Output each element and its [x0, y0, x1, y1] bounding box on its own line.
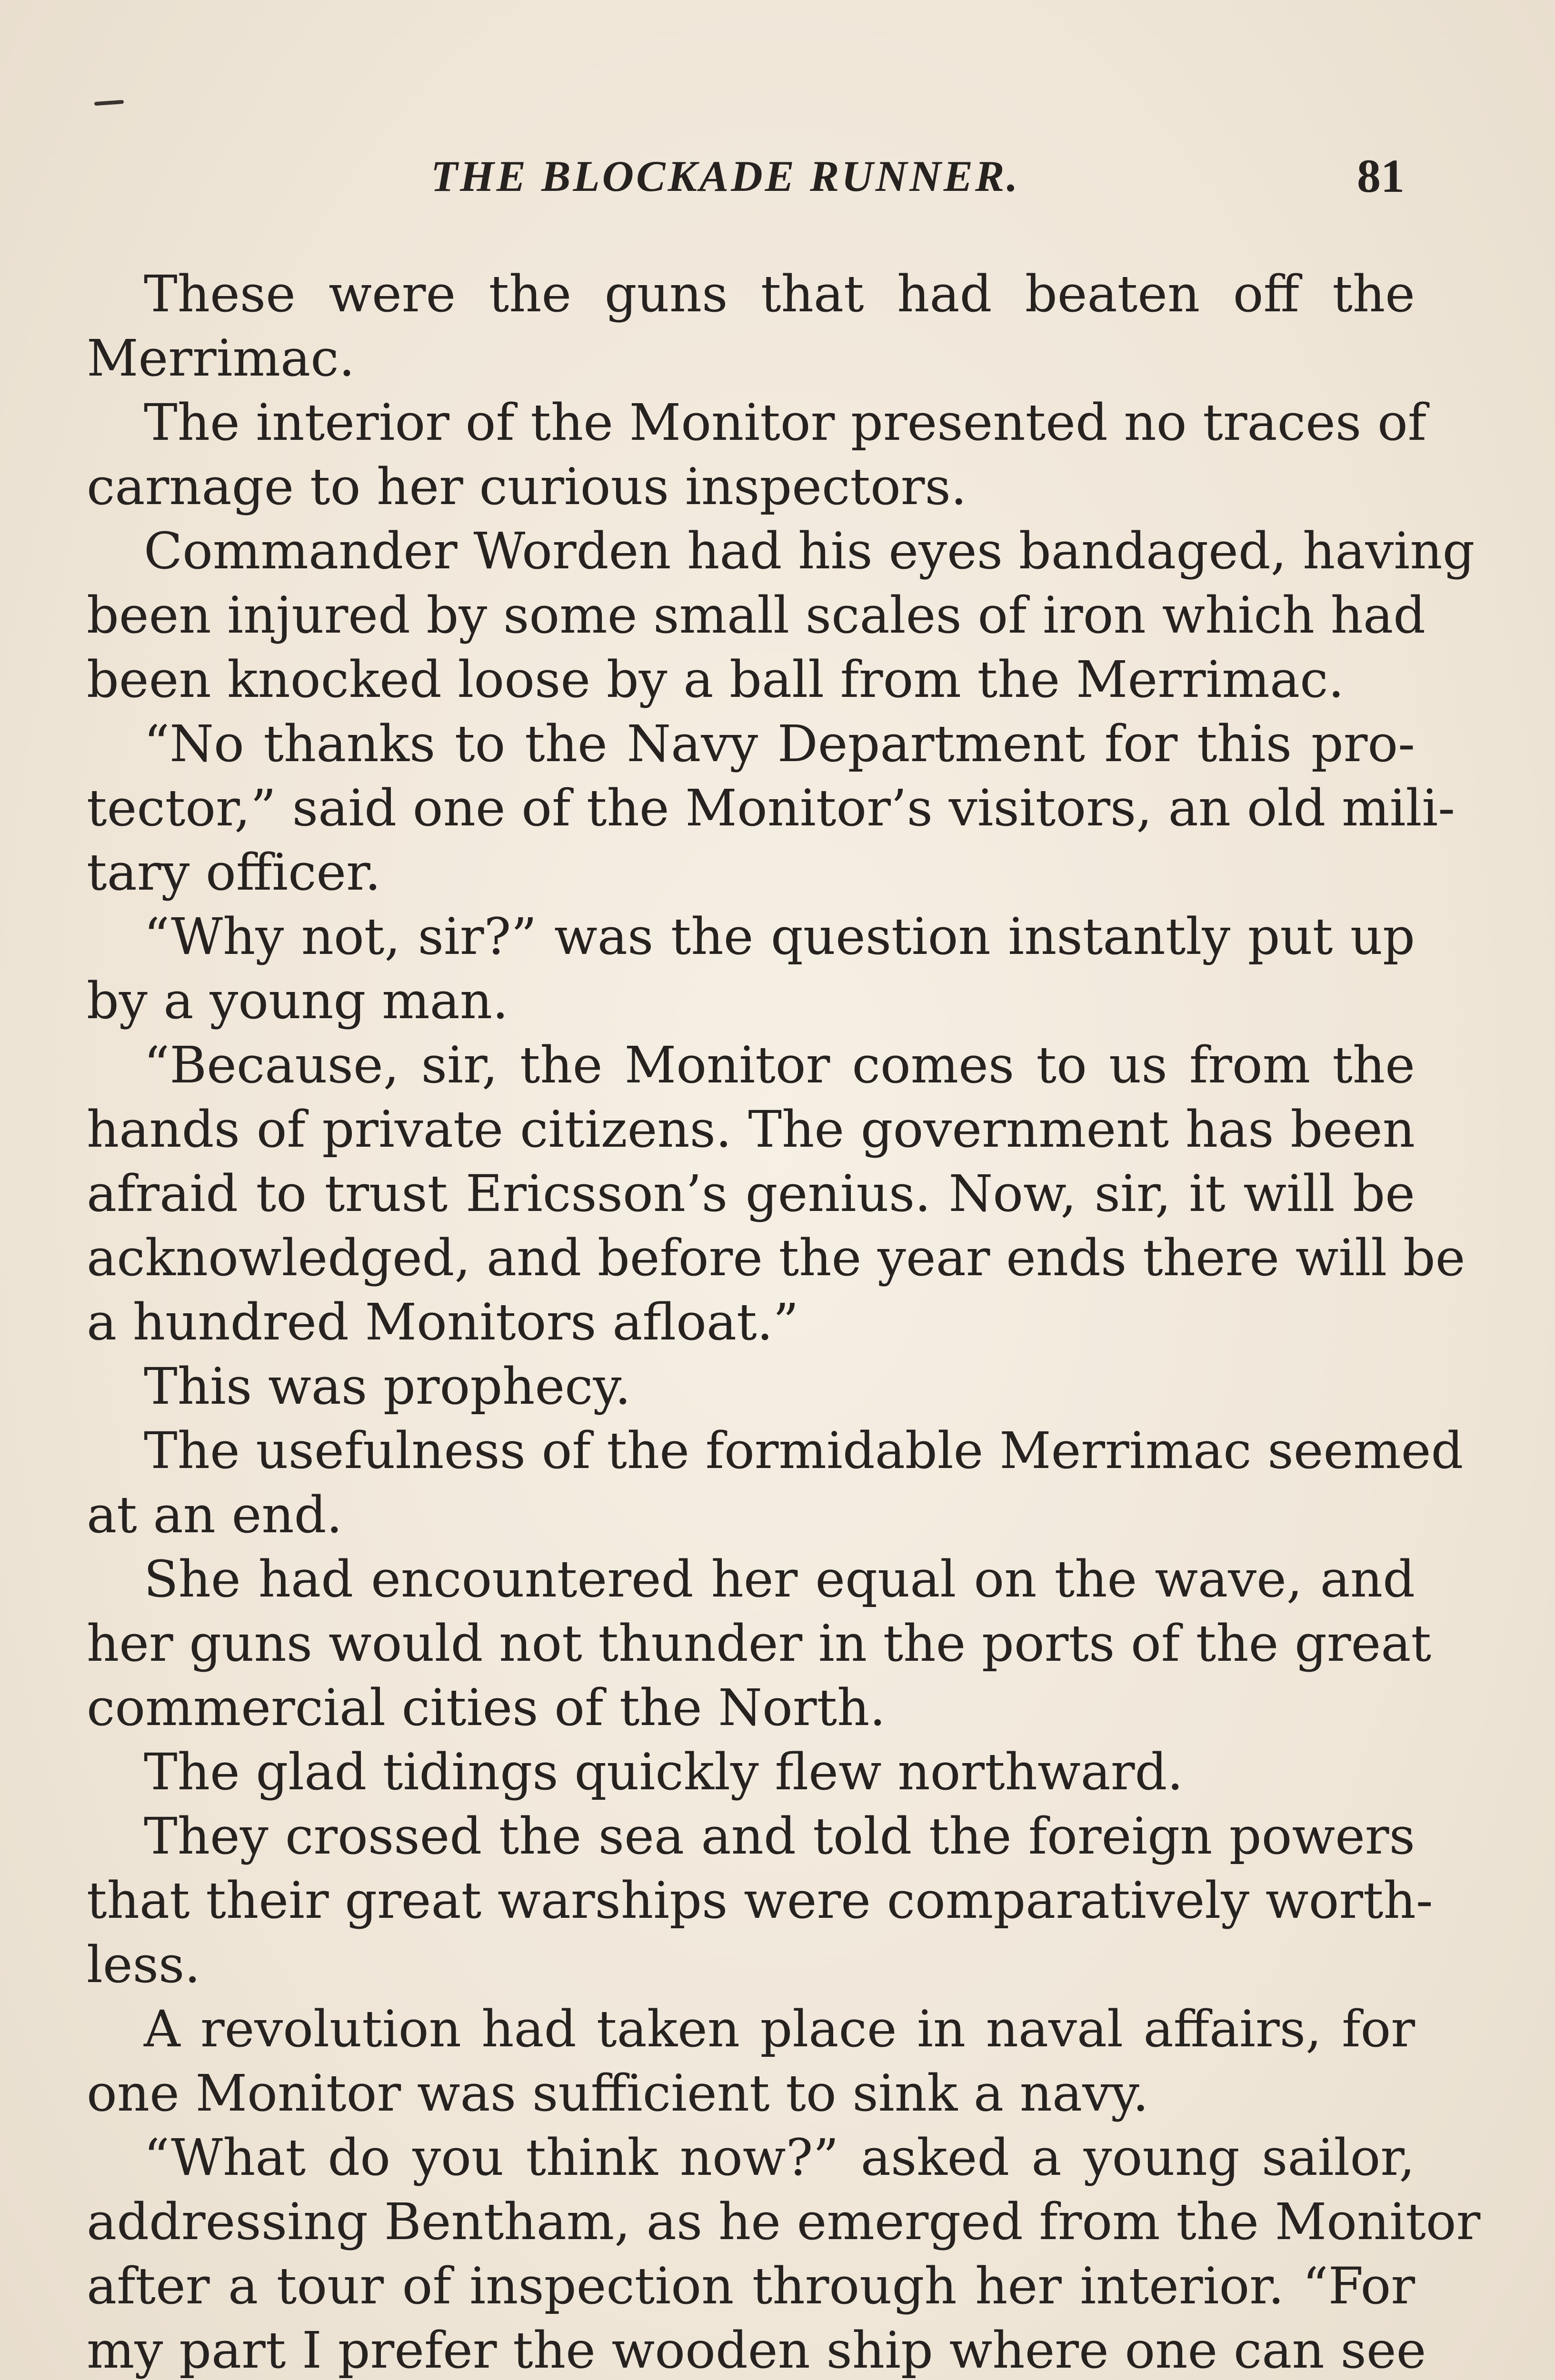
text-line: This was prophecy.	[144, 1357, 631, 1416]
text-line: carnage to her curious inspectors.	[87, 457, 967, 516]
text-line: my part I prefer the wooden ship where one can see	[87, 2321, 1426, 2380]
text-line: She had encountered her equal on the wave, and	[144, 1550, 1415, 1608]
running-title: THE BLOCKADE RUNNER.	[431, 152, 1020, 200]
running-head	[0, 143, 1555, 209]
text-line: one Monitor was sufficient to sink a navy.	[87, 2064, 1149, 2122]
text-line: “Why not, sir?” was the question instantly put up	[144, 907, 1415, 966]
text-line: These were the guns that had beaten off the	[144, 265, 1415, 323]
text-line: The interior of the Monitor presented no traces of	[144, 393, 1426, 452]
body-text	[87, 262, 1481, 2380]
text-line: afraid to trust Ericsson’s genius. Now, sir, it will be	[87, 1164, 1415, 1223]
text-line: tector,” said one of the Monitor’s visitors, an old mili-	[87, 779, 1455, 837]
text-line: addressing Bentham, as he emerged from the Monitor	[87, 2192, 1481, 2251]
text-line: “Because, sir, the Monitor comes to us from the	[144, 1036, 1415, 1094]
text-line: “No thanks to the Navy Department for this pro-	[144, 714, 1415, 773]
text-line: A revolution had taken place in naval affairs, for	[144, 2000, 1415, 2058]
text-line: tary officer.	[87, 843, 381, 902]
text-line: that their great warships were comparatively worth-	[87, 1871, 1433, 1930]
text-line: hands of private citizens. The government has been	[87, 1100, 1415, 1159]
text-line: her guns would not thunder in the ports of the great	[87, 1614, 1432, 1673]
text-line: after a tour of inspection through her interior. “For	[87, 2257, 1415, 2315]
text-line: They crossed the sea and told the foreign powers	[144, 1807, 1415, 1865]
text-line: The usefulness of the formidable Merrimac seemed	[144, 1421, 1464, 1480]
text-line: Merrimac.	[87, 329, 355, 387]
text-line: The glad tidings quickly flew northward.	[144, 1743, 1184, 1801]
text-line: commercial cities of the North.	[87, 1678, 886, 1737]
text-line: “What do you think now?” asked a young sailor,	[144, 2128, 1415, 2187]
text-line: acknowledged, and before the year ends there will be	[87, 1229, 1465, 1287]
ink-mark	[94, 100, 124, 106]
text-line: a hundred Monitors afloat.”	[87, 1293, 799, 1351]
text-line: by a young man.	[87, 972, 508, 1030]
text-line: less.	[87, 1935, 201, 1994]
text-line: at an end.	[87, 1486, 343, 1544]
text-line: Commander Worden had his eyes bandaged, having	[144, 522, 1475, 580]
text-line: been injured by some small scales of iron which had	[87, 586, 1426, 645]
page-number: 81	[1357, 149, 1405, 202]
text-line: been knocked loose by a ball from the Merrimac.	[87, 650, 1345, 709]
